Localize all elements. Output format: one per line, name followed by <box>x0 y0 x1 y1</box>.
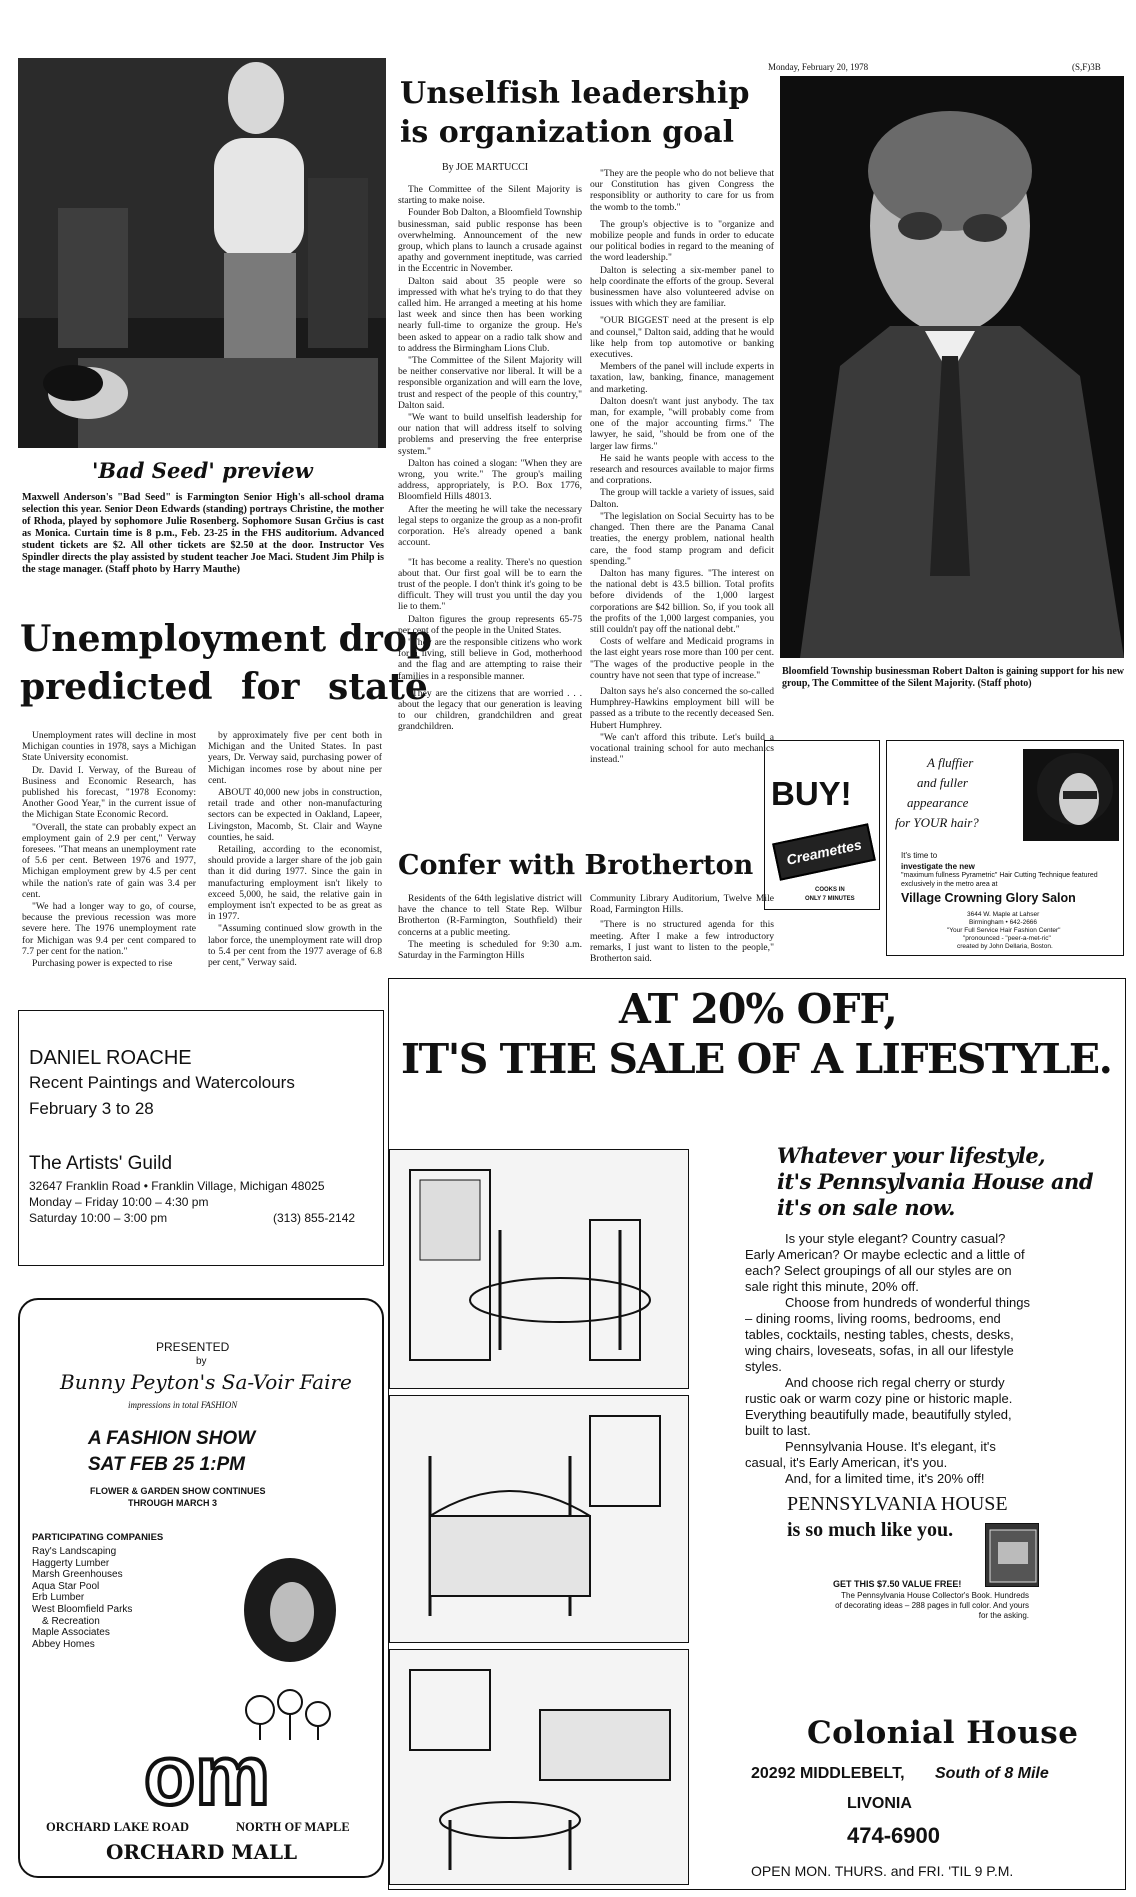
collector-offer-title: GET THIS $7.50 VALUE FREE! <box>833 1579 962 1589</box>
fashion-show-ad <box>18 1298 384 1878</box>
dalton-photo <box>780 76 1124 658</box>
salon-tagline: "Your Full Service Hair Fashion Center" <box>947 927 1061 934</box>
company-item: Maple Associates <box>32 1627 110 1639</box>
gallery-hours-weekday: Monday – Friday 10:00 – 4:30 pm <box>29 1195 209 1209</box>
fashion-store-name: Bunny Peyton's Sa-Voir Faire <box>60 1370 352 1394</box>
paragraph: Dalton said about 35 people were so impressed with what he's trying to do that they called him. He arranged a meeting at his home last week and since then has been working nearly full-time to organize the group. He's been asked to appear on a radio talk show and to address the Birmingham Lions Club. <box>398 275 582 354</box>
unselfish-column-2 <box>590 168 774 766</box>
creamettes-note-2: ONLY 7 MINUTES <box>805 896 855 902</box>
colonial-headline-1: AT 20% OFF, <box>619 985 897 1033</box>
paragraph: The group's objective is to "organize and mobilize people and funds in order to educate our political bodies in regard to the meaning of the word leadership." <box>590 218 774 264</box>
bad-seed-title: 'Bad Seed' preview <box>92 458 313 483</box>
bad-seed-photo <box>18 58 386 448</box>
paragraph: "It has become a reality. There's no question about that. Our first goal will be to earn the trust of the people. I don't think it's going to be difficult. They will trust you until the day you lie to them." <box>398 556 582 613</box>
salon-name: Village Crowning Glory Salon <box>901 891 1076 905</box>
salon-line-4: for YOUR hair? <box>895 815 979 830</box>
paragraph: Community Library Auditorium, Twelve Mile Road, Farmington Hills. <box>590 893 774 916</box>
fashion-event-date: SAT FEB 25 1:PM <box>88 1454 245 1475</box>
paragraph: The Committee of the Silent Majority is starting to make noise. <box>398 184 582 207</box>
salon-line-2: and fuller <box>917 775 968 790</box>
paragraph: Pennsylvania House. It's elegant, it's casual, it's Early American, it's you. <box>745 1439 996 1470</box>
furniture-photo-dining <box>389 1149 689 1389</box>
colonial-address-street: 20292 MIDDLEBELT, <box>751 1765 905 1782</box>
paragraph: Retailing, according to the economist, should provide a larger share of the job gain than it did during 1977. Since the gain in manufacturing employment isn't likely to exceed 5,000, he said, the relative gain in employment isn't expected to be as great as in 1977. <box>208 844 382 923</box>
paragraph: Dalton says he's also concerned the so-called Humphrey-Hawkins employment bill will be passed as a tribute to the recently deceased Sen. Hubert Humphrey. <box>590 685 774 731</box>
collector-offer-text: The Pennsylvania House Collector's Book. Hundreds of decorating ideas – 288 pages in full color. And yours for the asking. <box>835 1591 1029 1620</box>
flower-show-line-1: FLOWER & GARDEN SHOW CONTINUES <box>90 1486 266 1496</box>
unselfish-byline: By JOE MARTUCCI <box>442 162 529 173</box>
brotherton-headline: Confer with Brotherton <box>398 850 754 881</box>
paragraph: "We had a longer way to go, of course, because the previous recession was more severe here. The 1976 unemployment rate for Michigan was 9.4 per cent compared to 7.7 per cent for the nation." <box>22 901 196 957</box>
collector-book-image <box>985 1523 1039 1587</box>
paragraph: Members of the panel will include experts in taxation, law, banking, finance, management and marketing. <box>590 361 774 395</box>
paragraph: And, for a limited time, it's 20% off! <box>785 1471 985 1486</box>
book-icon <box>986 1524 1040 1588</box>
fashion-by: by <box>196 1356 207 1367</box>
paragraph: "The legislation on Social Secuirty has to be changed. Then there are the Panama Canal treaties, the energy problem, national health care, the food stamp program and deficit spending." <box>590 510 774 567</box>
fashion-store-tagline: impressions in total FASHION <box>128 1400 238 1410</box>
page-section: (S,F)3B <box>1072 62 1101 72</box>
salon-intro-1: It's time to <box>901 851 938 860</box>
brotherton-column-2 <box>590 893 774 965</box>
fashion-model-image <box>230 1550 350 1670</box>
participating-heading: PARTICIPATING COMPANIES <box>32 1532 164 1543</box>
company-item: Ray's Landscaping <box>32 1546 117 1557</box>
page-date: Monday, February 20, 1978 <box>768 62 869 72</box>
paragraph: "The Committee of the Silent Majority will be neither conservative nor liberal. It will be a responsible organization and will earn the love, trust and respect of the people of this country," Dalton said. <box>398 355 582 411</box>
mall-location-1: ORCHARD LAKE ROAD <box>46 1820 190 1834</box>
stage-scene-image <box>18 58 386 448</box>
orchard-mall-logo-text: om <box>144 1728 270 1822</box>
brotherton-column-1 <box>398 893 582 962</box>
paragraph: Founder Bob Dalton, a Bloomfield Township businessman, said public response has been overwhelming. Announcement of the new group, which plans to launch a crusade against apathy and government ineptitude, was carried in the Eccentric in November. <box>398 207 582 275</box>
company-item: West Bloomfield Parks <box>32 1603 133 1615</box>
gallery-name: The Artists' Guild <box>29 1153 173 1174</box>
colonial-brand-1: PENNSYLVANIA HOUSE <box>787 1493 1008 1515</box>
paragraph: Dalton has many figures. "The interest on the national debt is 43.5 billion. Total profits before dividends of the 1,000 largest corporations are $42 billion. So, if you took all the profits of the 1,000 largest companies, you still couldn't pay off the national debt." <box>590 567 774 635</box>
colonial-sub-2: it's Pennsylvania House and <box>777 1169 1094 1194</box>
salon-model-photo <box>1023 749 1119 841</box>
gallery-phone: (313) 855-2142 <box>273 1211 356 1225</box>
creamettes-product: Creamettes <box>785 836 863 868</box>
company-item: Erb Lumber <box>32 1592 85 1604</box>
company-item: Marsh Greenhouses <box>32 1569 123 1581</box>
fashion-presented: PRESENTED <box>156 1340 230 1354</box>
dining-room-image <box>390 1150 688 1388</box>
living-room-image <box>390 1650 688 1884</box>
salon-intro-3: "maximum fullness Pyrametric" Hair Cutting Technique featured exclusively in the metro area at <box>901 872 1098 888</box>
salon-ad <box>886 740 1124 956</box>
paragraph: "They are the citizens that are worried . . . about the legacy that our generation is leaving to our children, grandchildren and great grandchildren. <box>398 687 582 733</box>
colonial-city: LIVONIA <box>847 1795 912 1812</box>
salon-address: 3644 W. Maple at Lahser <box>967 911 1040 918</box>
exhibit-dates: February 3 to 28 <box>29 1099 154 1118</box>
creamettes-note-1: COOKS IN <box>815 887 845 893</box>
paragraph: Is your style elegant? Country casual? Early American? Or maybe eclectic and a little of each? Select groupings of all our styles are on sale right this minute, 20% off. <box>745 1231 1025 1294</box>
colonial-headline-2: IT'S THE SALE OF A LIFESTYLE. <box>401 1035 1112 1083</box>
dalton-caption: Bloomfield Township businessman Robert Dalton is gaining support for his new group, The Committee of the Silent Majority. (Staff photo) <box>782 666 1124 689</box>
salon-intro-2: investigate the new <box>901 862 975 871</box>
model-image <box>1023 749 1119 841</box>
company-item: & Recreation <box>42 1615 100 1627</box>
paragraph: "Overall, the state can probably expect an employment gain of 2.9 per cent," Verway foresees. "That means an unemployment rate of 5.6 per cent. Between 1976 and 1977, Michigan employment grew by 4.5 per cent while the nation's rate of gain was 3.4 per cent. <box>22 821 196 900</box>
paragraph: by approximately five per cent both in Michigan and the United States. In past years, Dr. Verway said, purchasing power of Michigan incomes rose by about nine per cent. <box>208 730 382 786</box>
salon-credit: created by John Dellaria, Boston. <box>957 943 1053 950</box>
paragraph: "They are the people who do not believe that our Constitution has given Congress the responsiblity or authority to care for us from the womb to the tomb." <box>590 168 774 213</box>
colonial-sub-1: Whatever your lifestyle, <box>777 1143 1046 1168</box>
paragraph: After the meeting he will take the necessary legal steps to organize the group as a non-profit corporation. He's already opened a bank account. <box>398 503 582 549</box>
paragraph: Unemployment rates will decline in most Michigan counties in 1978, says a Michigan State University economist. <box>22 730 196 764</box>
exhibit-title: Recent Paintings and Watercolours <box>29 1073 295 1092</box>
paragraph: Dalton doesn't want just anybody. The tax man, for example, "will probably come from one of the major accounting firms." The lawyer, he said, "should be from one of the larger law firms." <box>590 395 774 452</box>
paragraph: "Assuming continued slow growth in the labor force, the unemployment rate will drop to 5.4 per cent from the 1977 average of 6.8 per cent," Verway said. <box>208 923 382 969</box>
unemployment-headline-2: predicted for state <box>20 666 428 708</box>
paragraph: ABOUT 40,000 new jobs in construction, retail trade and other non-manufacturing sectors can be expected in Oakland, Lapeer, Livingston, Macomb, St. Clair and Wayne counties, he said. <box>208 787 382 843</box>
salon-line-1: A fluffier <box>927 755 974 770</box>
paragraph: Dr. David I. Verway, of the Bureau of Business and Economic Research, has published his forecast, "1978 Economy: Another Good Year," in the current issue of the Michigan State Economic Record. <box>22 764 196 821</box>
salon-phone: Birmingham • 642-2666 <box>969 919 1038 926</box>
fashion-event-title: A FASHION SHOW <box>88 1428 256 1449</box>
furniture-photo-living <box>389 1649 689 1885</box>
unemployment-headline-1: Unemployment drop <box>20 618 432 660</box>
paragraph: Choose from hundreds of wonderful things – dining rooms, living rooms, bedrooms, end tables, cocktails, nesting tables, chests, desks, wing chairs, loveseats, sofas, in all our lifestyle styles. <box>745 1295 1030 1374</box>
paragraph: "We can't afford this tribute. Let's build a vocational training school for auto mechanics instead." <box>590 731 774 766</box>
paragraph: Costs of welfare and Medicaid programs in the last eight years rose more than 100 per cent. "The wages of the productive people in the country have not seen that type of increase." <box>590 636 774 681</box>
colonial-hours: OPEN MON. THURS. and FRI. 'TIL 9 P.M. <box>751 1863 1014 1879</box>
colonial-brand-2: is so much like you. <box>787 1519 954 1541</box>
colonial-phone: 474-6900 <box>847 1823 940 1848</box>
company-item: Haggerty Lumber <box>32 1557 110 1569</box>
colonial-address-cross: South of 8 Mile <box>935 1765 1049 1782</box>
paragraph: "We want to build unselfish leadership for our nation that will address itself to solving problems and preserving the free enterprise system." <box>398 412 582 457</box>
mall-location-2: NORTH OF MAPLE <box>236 1820 350 1834</box>
paragraph: Dalton is selecting a six-member panel to help coordinate the efforts of the group. Several businessmen have also volunteered advise on issues with which they are familiar. <box>590 264 774 310</box>
company-item: Aqua Star Pool <box>32 1580 100 1592</box>
company-item: Abbey Homes <box>32 1638 95 1650</box>
colonial-house-ad <box>388 978 1126 1890</box>
model-sketch-image <box>230 1550 350 1670</box>
paragraph: The meeting is scheduled for 9:30 a.m. Saturday in the Farmington Hills <box>398 938 582 962</box>
creamettes-headline: BUY! <box>771 775 852 812</box>
paragraph: "There is no structured agenda for this meeting. After I make a few introductory remarks, I just want to listen to the people," Brotherton said. <box>590 919 774 965</box>
paragraph: "They are the responsible citizens who work for a living, still believe in God, motherhood and the flag and are attempting to raise their families in a responsible manner. <box>398 636 582 682</box>
bedroom-image <box>390 1396 688 1642</box>
paragraph: "OUR BIGGEST need at the present is elp and counsel," Dalton said, adding that he would like help from top automotive or banking executives. <box>590 315 774 361</box>
unemployment-column-1 <box>22 730 196 970</box>
paragraph: The group will tackle a variety of issues, said Dalton. <box>590 487 774 510</box>
mall-name: ORCHARD MALL <box>106 1840 298 1864</box>
creamettes-box-image <box>772 823 876 881</box>
paragraph: He said he wants people with access to the research and resources available to major firms and corprations. <box>590 452 774 487</box>
artists-guild-ad <box>18 1010 384 1266</box>
paragraph: Dalton has coined a slogan: "When they are wrong, you write." The group's mailing address, appropriately, is P.O. Box 1776, Bloomfield Hills 48013. <box>398 457 582 503</box>
paragraph: Residents of the 64th legislative district will have the chance to tell State Rep. Wilbur Brotherton (R-Farmington, Southfield) their concerns at a public meeting. <box>398 893 582 938</box>
unselfish-headline-1: Unselfish leadership <box>400 76 750 111</box>
salon-pronounce: "pronounced - "peer-a-met-ric" <box>963 935 1051 942</box>
gallery-address: 32647 Franklin Road • Franklin Village, Michigan 48025 <box>29 1179 325 1193</box>
paragraph: Dalton figures the group represents 65-75 per cent of the people in the United States. <box>398 613 582 636</box>
salon-line-3: appearance <box>907 795 969 810</box>
bad-seed-caption: Maxwell Anderson's "Bad Seed" is Farmington Senior High's all-school drama selection this year. Senior Deon Edwards (standing) portrays Christine, the mother of Rhoda, played by sophomore Julie Rosenberg. Sophomore Susan Grčius is cast as Monica. Curtain time is 8 p.m., Feb. 23-25 in the FHS auditorium. Advanced student tickets are $2. All other tickets are $2.50 at the door. Instructor Ves Spindler directs the play assisted by student teacher Joe Maci. Student Jim Philp is the stage manager. (Staff photo by Harry Mauthe) <box>22 492 384 575</box>
flower-show-line-2: THROUGH MARCH 3 <box>128 1498 217 1508</box>
unemployment-column-2 <box>208 730 382 969</box>
orchard-mall-logo <box>132 1730 282 1820</box>
paragraph: Purchasing power is expected to rise <box>32 958 173 970</box>
colonial-copy <box>745 1231 1035 1487</box>
gallery-hours-saturday: Saturday 10:00 – 3:00 pm <box>29 1211 168 1225</box>
artist-name: DANIEL ROACHE <box>29 1047 192 1069</box>
colonial-sub-3: it's on sale now. <box>777 1195 955 1220</box>
furniture-photo-bedroom <box>389 1395 689 1643</box>
colonial-store-name: Colonial House <box>807 1715 1079 1751</box>
paragraph: And choose rich regal cherry or sturdy rustic oak or warm cozy pine or historic maple. Everything beautifully made, beautifully styled, built to last. <box>745 1375 1013 1438</box>
portrait-image <box>780 76 1124 658</box>
creamettes-ad <box>764 740 880 910</box>
unselfish-headline-2: is organization goal <box>400 115 734 150</box>
participating-list <box>32 1546 132 1650</box>
